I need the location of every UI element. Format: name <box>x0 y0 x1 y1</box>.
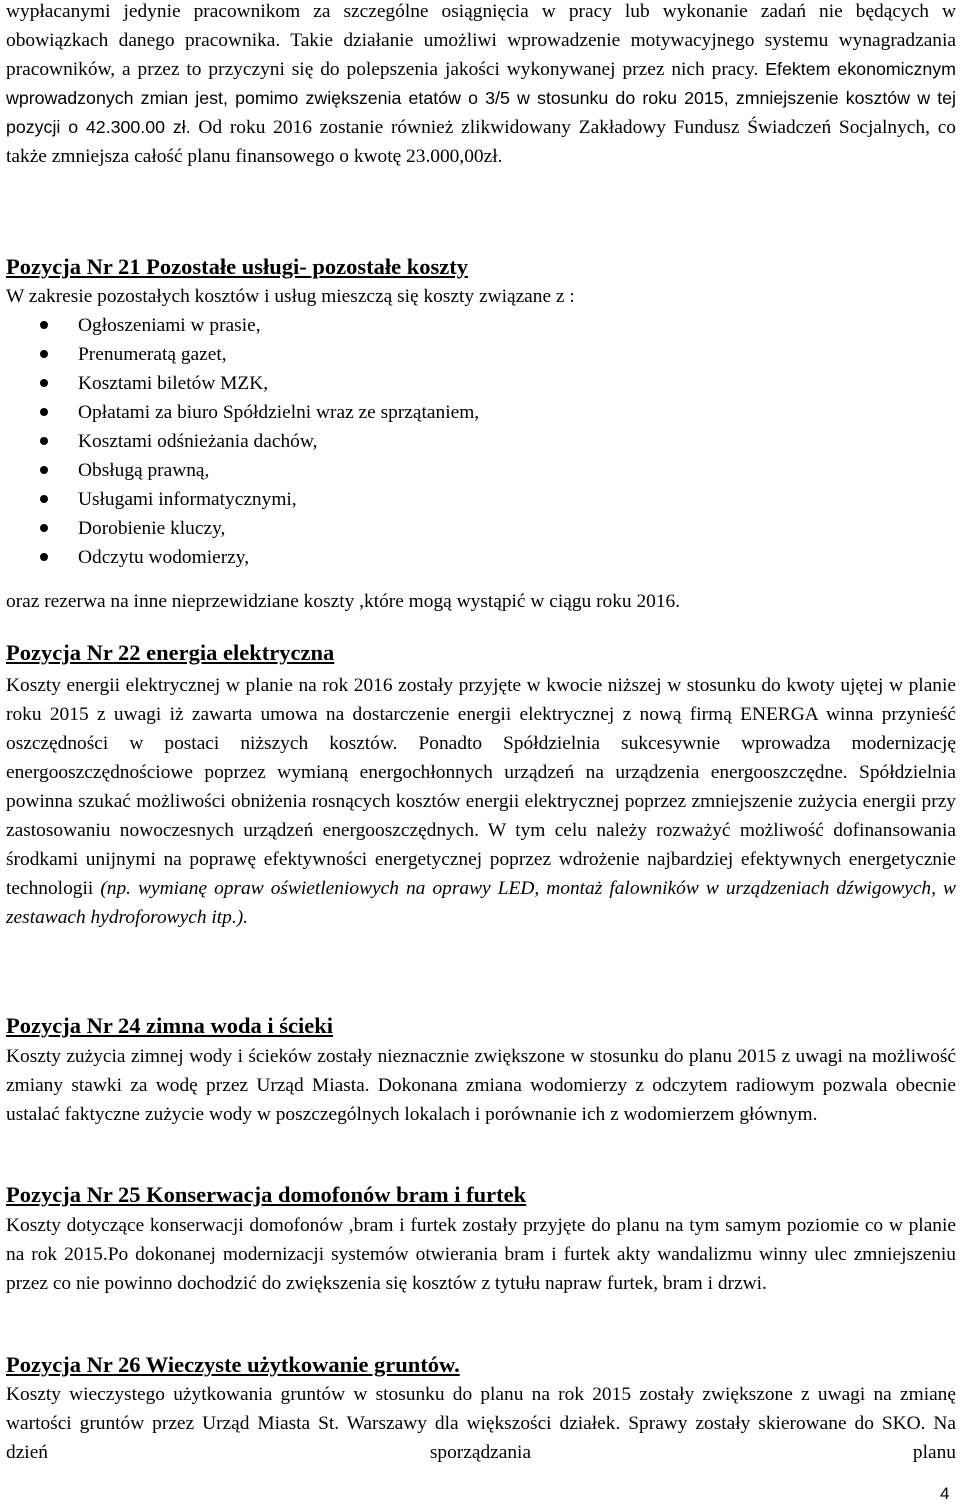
heading-sec24: Pozycja Nr 24 zimna woda i ścieki <box>6 1013 334 1038</box>
heading-sec25: Pozycja Nr 25 Konserwacja domofonów bram i furtek <box>6 1182 527 1207</box>
bullet-icon <box>40 553 48 561</box>
bullet-icon <box>40 350 48 358</box>
bullet-icon <box>40 495 48 503</box>
bullet-icon <box>40 379 48 387</box>
intro-paragraph <box>6 0 956 171</box>
list-item: Dorobienie kluczy, <box>6 514 956 543</box>
sec22-text: Koszty energii elektrycznej w planie na rok 2016 zostały przyjęte w kwocie niższej w stosunku do kwoty ujętej w planie roku 2015 z uwagi iż zawarta umowa na dostarczenie energii elektrycznej z nową firmą ENERGA winna przynieść oszczędności w postaci niższych kosztów. Ponadto Spółdzielnia sukcesywnie wprowadza modernizację energooszczędnościowe poprzez wymianą energochłonnych urządzeń na urządzenia energooszczędne. Spółdzielnia powinna szukać możliwości obniżenia rosnących kosztów energii elektrycznej poprzez zmniejszenie zużycia energii przy zastosowaniu nowoczesnych urządzeń energooszczędnych. W tym celu należy rozważyć możliwość dofinansowania środkami unijnymi na poprawę efektywności energetycznej poprzez wdrożenie najbardziej efektywnych energetycznie technologii <box>6 675 956 899</box>
sec21-closing: oraz rezerwa na inne nieprzewidziane koszty ,które mogą wystąpić w ciągu roku 2016. <box>6 591 681 612</box>
bullet-icon <box>40 466 48 474</box>
bullet-icon <box>40 524 48 532</box>
sec21-list <box>6 311 956 572</box>
list-item: Obsługą prawną, <box>6 456 956 485</box>
bullet-icon <box>40 408 48 416</box>
intro-text-3: Od roku 2016 zostanie również zlikwidowany Zakładowy Fundusz Świadczeń Socjalnych, co także zmniejsza całość planu finansowego o kwotę 23.000,00zł. <box>6 117 956 167</box>
sec26-body: Koszty wieczystego użytkowania gruntów w stosunku do planu na rok 2015 zostały zwiększone z uwagi na zmianę wartości gruntów przez Urząd Miasta St. Warszawy dla większości działek. Sprawy zostały skierowane do SKO. Na dzień sporządzania planu <box>6 1384 956 1463</box>
bullet-icon <box>40 437 48 445</box>
heading-sec22: Pozycja Nr 22 energia elektryczna <box>6 640 335 665</box>
bullet-icon <box>40 321 48 329</box>
intro-text-2: Efektem ekonomicznym wprowadzonych zmian jest, pomimo zwiększenia etatów o 3/5 w stosunku do roku 2015, zmniejszenie kosztów w tej pozycji o 42.300.00 zł. <box>6 59 956 137</box>
heading-sec21: Pozycja Nr 21 Pozostałe usługi- pozostałe koszty <box>6 254 469 279</box>
list-item: Kosztami biletów MZK, <box>6 369 956 398</box>
list-item: Odczytu wodomierzy, <box>6 543 956 572</box>
list-item: Kosztami odśnieżania dachów, <box>6 427 956 456</box>
sec21-intro: W zakresie pozostałych kosztów i usług mieszczą się koszty związane z : <box>6 286 575 307</box>
sec22-italic: (np. wymianę opraw oświetleniowych na oprawy LED, montaż falowników w urządzeniach dźwigowych, w zestawach hydroforowych itp.). <box>6 878 956 928</box>
list-item: Opłatami za biuro Spółdzielni wraz ze sprzątaniem, <box>6 398 956 427</box>
list-item: Ogłoszeniami w prasie, <box>6 311 956 340</box>
intro-text-1: wypłacanymi jedynie pracownikom za szczególne osiągnięcia w pracy lub wykonanie zadań nie będących w obowiązkach danego pracownika. Takie działanie umożliwi wprowadzenie motywacyjnego systemu wynagradzania pracowników, a przez to przyczyni się do polepszenia jakości wykonywanej przez nich pracy. <box>6 1 956 80</box>
sec24-body: Koszty zużycia zimnej wody i ścieków zostały nieznacznie zwiększone w stosunku do planu 2015 z uwagi na możliwość zmiany stawki za wodę przez Urząd Miasta. Dokonana zmiana wodomierzy z odczytem radiowym pozwala obecnie ustalać faktyczne zużycie wody w poszczególnych lokalach i porównanie ich z wodomierzem głównym. <box>6 1046 956 1125</box>
sec22-body <box>6 671 956 932</box>
page-number: 4 <box>940 1484 950 1503</box>
list-item: Usługami informatycznymi, <box>6 485 956 514</box>
sec25-body: Koszty dotyczące konserwacji domofonów ,bram i furtek zostały przyjęte do planu na tym samym poziomie co w planie na rok 2015.Po dokonanej modernizacji systemów otwierania bram i furtek akty wandalizmu winny ulec zmniejszeniu przez co nie powinno dochodzić do zwiększenia się kosztów z tytułu napraw furtek, bram i drzwi. <box>6 1215 956 1294</box>
list-item: Prenumeratą gazet, <box>6 340 956 369</box>
heading-sec26: Pozycja Nr 26 Wieczyste użytkowanie gruntów. <box>6 1352 460 1377</box>
